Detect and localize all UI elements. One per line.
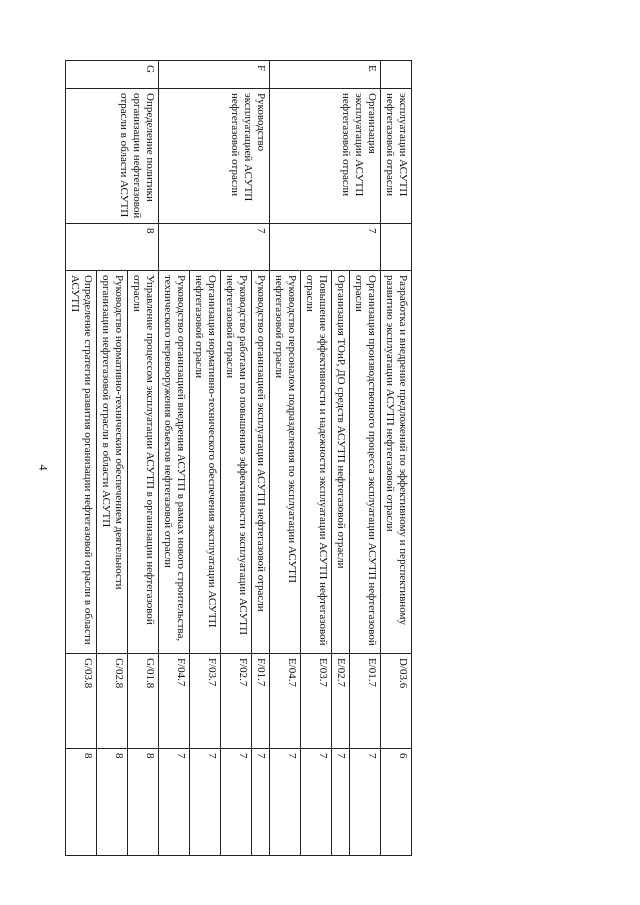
gf-name-cell: эксплуатации АСУТП нефтегазовой отрасли [381, 89, 412, 224]
function-name-cell: Управление процессом эксплуатации АСУТП в организации нефтегазовой отрасли [128, 271, 159, 654]
function-code-cell: F/03.7 [190, 654, 221, 749]
function-level-cell: 7 [190, 749, 221, 856]
function-level-cell: 8 [128, 749, 159, 856]
table-row [381, 61, 412, 856]
function-level-cell: 7 [252, 749, 270, 856]
gf-code-cell: E [270, 61, 381, 89]
gf-level-cell: 7 [159, 224, 270, 271]
gf-level-cell: 8 [66, 224, 159, 271]
function-name-cell: Руководство персоналом подразделения по эксплуатации АСУТП нефтегазовой отрасли [270, 271, 301, 654]
gf-name-cell: Определение политики организации нефтегазовой отрасли в области АСУТП [66, 89, 159, 224]
function-name-cell: Организация ТОиР, ДО средств АСУТП нефтегазовой отрасли [332, 271, 350, 654]
function-code-cell: E/04.7 [270, 654, 301, 749]
function-name-cell: Повышение эффективности и надежности эксплуатации АСУТП нефтегазовой отрасли [301, 271, 332, 654]
function-level-cell: 8 [97, 749, 128, 856]
rotated-table-container [60, 60, 412, 855]
function-level-cell: 7 [350, 749, 381, 856]
function-level-cell: 7 [159, 749, 190, 856]
professional-standard-table [65, 60, 412, 856]
function-name-cell: Руководство организацией внедрения АСУТП в рамках нового строительства, технического перевооружения объектов нефтегазовой отрасли [159, 271, 190, 654]
gf-name-cell: Организация эксплуатации АСУТП нефтегазовой отрасли [270, 89, 381, 224]
function-code-cell: F/02.7 [221, 654, 252, 749]
gf-code-cell: F [159, 61, 270, 89]
function-code-cell: G/03.8 [66, 654, 97, 749]
function-code-cell: E/03.7 [301, 654, 332, 749]
function-code-cell: E/01.7 [350, 654, 381, 749]
function-level-cell: 7 [221, 749, 252, 856]
function-level-cell: 7 [270, 749, 301, 856]
gf-code-cell [381, 61, 412, 89]
gf-level-cell [381, 224, 412, 271]
function-level-cell: 6 [381, 749, 412, 856]
function-level-cell: 7 [332, 749, 350, 856]
gf-level-cell: 7 [270, 224, 381, 271]
function-name-cell: Руководство организацией эксплуатации АСУТП нефтегазовой отрасли [252, 271, 270, 654]
table-row [350, 61, 381, 856]
table-row [252, 61, 270, 856]
page-number: 4 [36, 464, 51, 471]
function-name-cell: Руководство нормативно-техническим обеспечением деятельности организации нефтегазовой отрасли в области АСУТП [97, 271, 128, 654]
gf-name-cell: Руководство эксплуатацией АСУТП нефтегазовой отрасли [159, 89, 270, 224]
table-row [128, 61, 159, 856]
function-code-cell: E/02.7 [332, 654, 350, 749]
gf-code-cell: G [66, 61, 159, 89]
function-code-cell: D/03.6 [381, 654, 412, 749]
function-code-cell: F/01.7 [252, 654, 270, 749]
function-level-cell: 7 [301, 749, 332, 856]
function-code-cell: G/02.8 [97, 654, 128, 749]
function-name-cell: Руководство работами по повышению эффективности эксплуатации АСУТП нефтегазовой отрасли [221, 271, 252, 654]
function-name-cell: Определение стратегии развития организации нефтегазовой отрасли в области АСУТП [66, 271, 97, 654]
function-code-cell: G/01.8 [128, 654, 159, 749]
function-name-cell: Разработка и внедрение предложений по эффективному и перспективному развитию эксплуатации АСУТП нефтегазовой отрасли [381, 271, 412, 654]
function-name-cell: Организация нормативно-технического обеспечения эксплуатации АСУТП нефтегазовой отрасли [190, 271, 221, 654]
function-name-cell: Организация производственного процесса эксплуатации АСУТП нефтегазовой отрасли [350, 271, 381, 654]
function-code-cell: F/04.7 [159, 654, 190, 749]
function-level-cell: 8 [66, 749, 97, 856]
